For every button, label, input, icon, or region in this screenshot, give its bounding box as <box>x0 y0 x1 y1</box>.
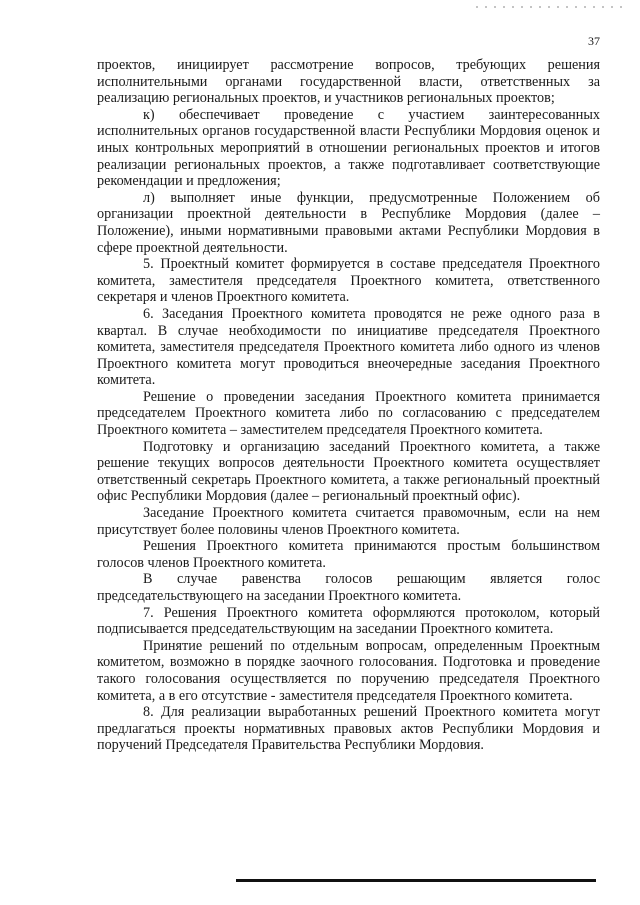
paragraph: Заседание Проектного комитета считается правомочным, если на нем присутствует более половины членов Проектного комитета. <box>97 505 600 538</box>
paragraph: 5. Проектный комитет формируется в составе председателя Проектного комитета, заместителя председателя Проектного комитета, ответственного секретаря и членов Проектного комитета. <box>97 256 600 306</box>
page-number: 37 <box>588 34 600 48</box>
paragraph: 7. Решения Проектного комитета оформляются протоколом, который подписывается председательствующим на заседании Проектного комитета. <box>97 604 600 638</box>
paragraph: к) обеспечивает проведение с участием заинтересованных исполнительных органов государственной власти Республики Мордовия оценок и иных контрольных мероприятий в отношении региональных проектов и итогов реализации региональных проектов, а также подготавливает соответствующие рекомендации и предложения; <box>97 106 600 190</box>
paragraph: Решения Проектного комитета принимаются простым большинством голосов членов Проектного комитета. <box>97 538 600 571</box>
bottom-rule <box>236 879 596 882</box>
paragraph: В случае равенства голосов решающим является голос председательствующего на заседании Проектного комитета. <box>97 571 600 604</box>
paragraph: Принятие решений по отдельным вопросам, определенным Проектным комитетом, возможно в порядке заочного голосования. Подготовка и проведение такого голосования осуществляется по поручению председателя Проектного комитета, а в его отсутствие - заместителя председателя Проектного комитета. <box>97 637 600 704</box>
paragraph: Решение о проведении заседания Проектного комитета принимается председателем Проектного комитета либо по согласованию с председателем Проектного комитета – заместителем председателя Проектного комитета. <box>97 388 600 439</box>
scan-artifact <box>476 6 626 8</box>
paragraph: Подготовку и организацию заседаний Проектного комитета, а также решение текущих вопросов деятельности Проектного комитета осуществляет ответственный секретарь Проектного комитета, а также региональный проектный офис Республики Мордовия (далее – региональный проектный офис). <box>97 438 600 505</box>
paragraph: л) выполняет иные функции, предусмотренные Положением об организации проектной деятельности в Республике Мордовия (далее – Положение), иными нормативными правовыми актами Республики Мордовия в сфере проектной деятельности. <box>97 189 600 256</box>
paragraph: 8. Для реализации выработанных решений Проектного комитета могут предлагаться проекты нормативных правовых актов Республики Мордовия и поручений Председателя Правительства Республики Мордовия. <box>97 704 600 754</box>
paragraph: 6. Заседания Проектного комитета проводятся не реже одного раза в квартал. В случае необходимости по инициативе председателя Проектного комитета, заместителя председателя Проектного комитета либо одного из членов Проектного комитета могут проводиться внеочередные заседания Проектного комитета. <box>97 305 600 389</box>
paragraph: проектов, инициирует рассмотрение вопросов, требующих решения исполнительными органами государственной власти, ответственных за реализацию региональных проектов, и участников региональных проектов; <box>97 57 600 107</box>
document-body <box>97 57 600 754</box>
